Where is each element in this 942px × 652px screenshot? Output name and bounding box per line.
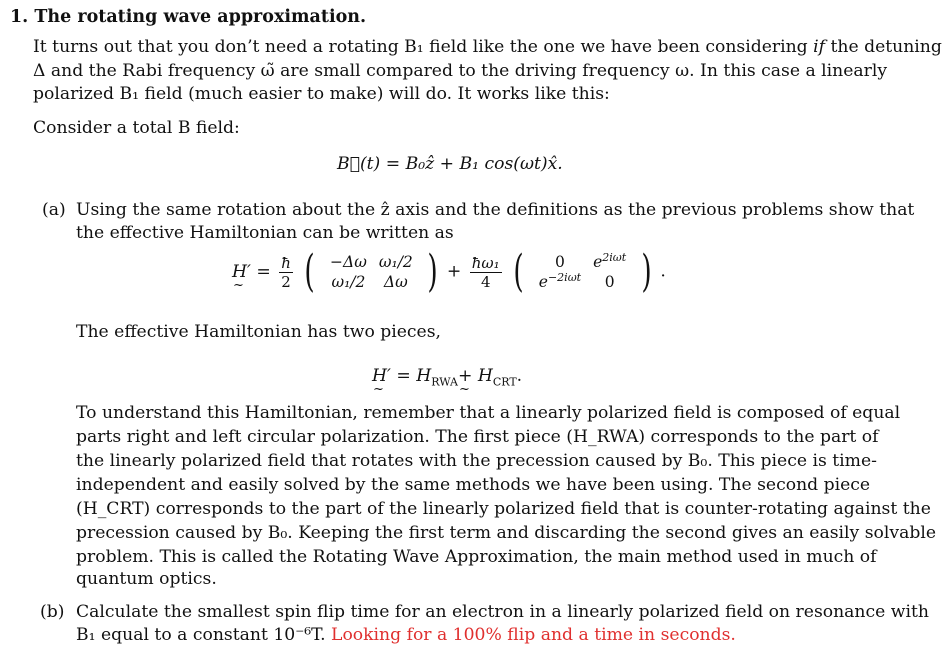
problem-title: The rotating wave approximation. xyxy=(34,7,367,27)
plus-sign: + xyxy=(446,261,462,282)
field-equation: B⃗(t) = B₀ẑ + B₁ cos(ωt)x̂. xyxy=(337,154,563,174)
pieces-text: The effective Hamiltonian has two pieces, xyxy=(76,322,442,342)
pieces-equation: H′ = H $\sim_{RWA}+ H$ $\sim_{CRT}$. xyxy=(372,366,522,386)
consider-line: Consider a total B field: xyxy=(33,118,240,138)
para-line-8: quantum optics. xyxy=(76,569,217,589)
problem-number: 1. xyxy=(10,7,29,27)
para-line-6: precession caused by B₀. Keeping the first term and discarding the second gives an easily solvable xyxy=(76,523,937,543)
hw1-over-4: $\frac{\text{ħω₁}}{4}$ xyxy=(471,253,500,291)
part-b-label: (b) xyxy=(40,602,65,622)
para-line-5: (H_CRT) corresponds to the part of the linearly polarized field that is counter-rotating against the xyxy=(76,499,931,519)
intro-line-3: polarized B₁ field (much easier to make) will do. It works like this: xyxy=(33,84,610,104)
part-a-text-2: the effective Hamiltonian can be written as xyxy=(76,223,454,243)
matrix-1: −Δω ω₁/2 ω₁/2 Δω xyxy=(330,253,413,291)
matrix-2: 0 $e^{2i\omega t}$ $e^{-2i\omega t}$ 0 xyxy=(538,250,627,291)
hamiltonian-equation: H′ = ~ $\frac{ħ}{2}$ ( −Δω ω₁/2 ω₁/2 Δω ) + $\frac{\text{ħω₁}}{4}$ ( 0 $e^{2i\omega t}$ $e^{-2i\omega t}$ 0 ) . xyxy=(232,250,666,294)
right-paren-2: ) xyxy=(641,246,652,297)
right-paren-1: ) xyxy=(427,246,438,297)
part-b-red-note: Looking for a 100% flip and a time in seconds. xyxy=(331,625,736,645)
part-b-text-2: B₁ equal to a constant 10⁻⁶T. Looking for a 100% flip and a time in seconds. xyxy=(76,625,736,645)
intro-line-1: It turns out that you don’t need a rotating B₁ field like the one we have been considering if the detuning xyxy=(33,37,942,57)
left-paren-1: ( xyxy=(304,246,316,297)
para-line-3: the linearly polarized field that rotates with the precession caused by B₀. This piece is time- xyxy=(76,451,877,471)
para-line-4: independent and easily solved by the same methods we have been using. The second piece xyxy=(76,475,871,495)
part-a-label: (a) xyxy=(42,200,66,220)
part-a-text-1: Using the same rotation about the ẑ axis and the definitions as the previous problems show that xyxy=(76,200,915,220)
problem-heading xyxy=(10,6,366,28)
para-line-1: To understand this Hamiltonian, remember that a linearly polarized field is composed of equal xyxy=(76,403,901,423)
hbar-over-2: $\frac{ħ}{2}$ xyxy=(281,253,291,291)
para-line-7: problem. This is called the Rotating Wave Approximation, the main method used in much of xyxy=(76,547,877,567)
left-paren-2: ( xyxy=(513,246,524,297)
hamiltonian-lhs: H′ = ~ xyxy=(232,262,271,282)
part-b-text-1: Calculate the smallest spin flip time for an electron in a linearly polarized field on resonance with xyxy=(76,602,929,622)
para-line-2: parts right and left circular polarization. The first piece (H_RWA) corresponds to the part of xyxy=(76,427,879,447)
intro-line-2: Δ and the Rabi frequency ω̃ are small compared to the driving frequency ω. In this case a linearly xyxy=(33,61,888,81)
